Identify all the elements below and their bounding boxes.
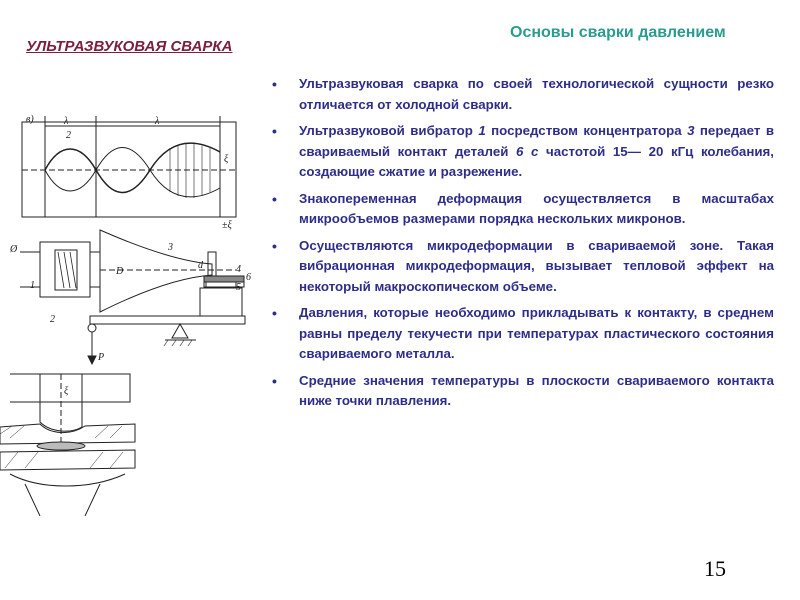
bullet-dot-icon: • (272, 190, 277, 207)
ultrasonic-welding-diagram (0, 112, 268, 516)
D-big-label: D (116, 266, 124, 277)
diameter-left-label: Ø (10, 244, 18, 255)
bullet-text: 1 (478, 123, 486, 138)
bullet-item (272, 371, 774, 412)
bullet-dot-icon: • (272, 372, 277, 389)
number-6-label: 6 (246, 272, 251, 283)
bullet-text: посредством концентратора (485, 123, 688, 138)
xi-top-label: ξ (224, 154, 229, 165)
bullet-text: частотой 15— 20 кГц колебания, создающие сжатие и разрежение. (299, 143, 774, 179)
number-2-label: 2 (50, 314, 55, 325)
fig-label: в) (26, 114, 34, 125)
slide-title: УЛЬТРАЗВУКОВАЯ СВАРКА (26, 38, 233, 55)
bullet-text: Ультразвуковой вибратор (299, 123, 479, 138)
number-4-label: 4 (236, 264, 241, 275)
header-title: Основы сварки давлением (510, 24, 726, 41)
bullet-item (272, 121, 774, 183)
welded-sheet-top (0, 424, 135, 444)
bullet-dot-icon: • (272, 237, 277, 254)
bullet-text: передает в свариваемый контакт деталей (299, 123, 775, 159)
half-lambda-num: λ (64, 116, 69, 127)
bullet-text: 3 (687, 123, 695, 138)
P-force-label: P (98, 352, 105, 363)
bullet-text: Ультразвуковая сварка по своей технологической сущности резко отличается от холодной сварки. (299, 76, 774, 112)
bullet-text: Давления, которые необходимо прикладывать к контакту, в среднем равны пределу текучести при температурах пластического состояния свариваемого металла. (299, 305, 774, 361)
bullet-list (272, 74, 774, 418)
xi-right-label: ±ξ (222, 220, 232, 231)
number-5-label: 5 (236, 282, 241, 293)
bullet-text: Средние значения температуры в плоскости свариваемого контакта ниже точки плавления. (299, 372, 774, 408)
bullet-text: Знакопеременная деформация осуществляется в масштабах микрообъемов размерами порядка нескольких микронов. (299, 190, 774, 226)
bullet-dot-icon: • (272, 305, 277, 321)
number-1-label: 1 (30, 280, 35, 291)
bullet-dot-icon: • (272, 123, 277, 139)
half-lambda-den: 2 (66, 130, 71, 141)
bullet-text: 6 с (516, 143, 539, 159)
bullet-item (272, 74, 774, 115)
bullet-dot-icon: • (272, 76, 277, 92)
page-number: 15 (704, 556, 726, 581)
welded-sheet-bottom (0, 450, 135, 470)
bullet-item (272, 303, 774, 365)
number-3-label: 3 (168, 242, 173, 253)
xi-bottom-label: ξ (64, 386, 69, 397)
lambda-label: λ (155, 116, 160, 127)
bullet-item (272, 189, 774, 230)
d-small-label: d (198, 260, 203, 271)
bullet-text: Осуществляются микродеформации в свариваемой зоне. Такая вибрационная микродеформация, вызывает тепловой эффект на некоторый макроскопическом объеме. (299, 237, 774, 294)
bullet-item (272, 236, 774, 298)
